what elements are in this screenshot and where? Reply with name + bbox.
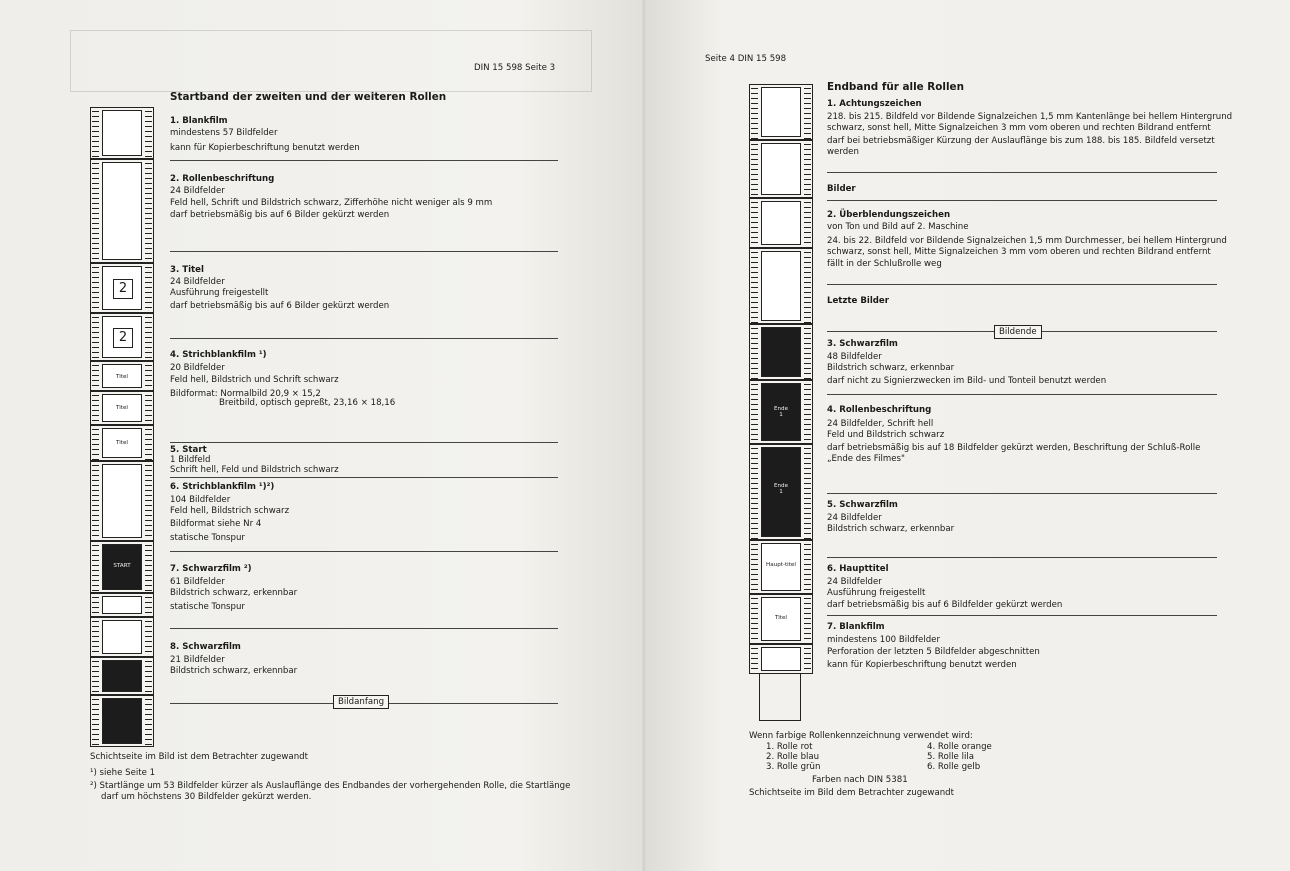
left-footnote-2: ¹) siehe Seite 1 [90, 768, 156, 778]
frame-roll-number: 2 [90, 263, 154, 313]
frame-end-label: Ende 1 [749, 444, 813, 540]
left-footnote-4: darf um höchstens 30 Bildfelder gekürzt werden. [101, 792, 312, 802]
frame-black [749, 324, 813, 380]
film-strip-start [90, 107, 154, 747]
bleed-through-text [70, 30, 592, 92]
bildende-marker: Bildende [994, 325, 1042, 339]
left-footnote-1: Schichtseite im Bild ist dem Betrachter zugewandt [90, 752, 308, 762]
frame-title: Titel [90, 361, 154, 391]
frame-title: Titel [90, 391, 154, 425]
frame-signal [749, 140, 813, 198]
film-strip-end [749, 84, 813, 724]
frame-line-blank [90, 593, 154, 617]
frame-blank [90, 159, 154, 263]
frame-black [90, 657, 154, 695]
frame-line-blank [90, 617, 154, 657]
frame-crossfade [749, 248, 813, 324]
frame-main-title: Haupt-titel [749, 540, 813, 594]
frame-blank [90, 107, 154, 159]
frame-black [90, 695, 154, 747]
frame-picture [749, 198, 813, 248]
left-page-header: DIN 15 598 Seite 3 [474, 63, 556, 73]
frame-end-label: Ende 1 [749, 380, 813, 444]
bildanfang-marker: Bildanfang [333, 695, 389, 709]
frame-blank [749, 644, 813, 674]
right-page-title: Endband für alle Rollen [827, 81, 965, 93]
frame-title: Titel [90, 425, 154, 461]
frame-roll-number: 2 [90, 313, 154, 361]
left-page-title: Startband der zweiten und der weiteren Rollen [170, 91, 447, 103]
frame-start: START [90, 541, 154, 593]
left-page: DIN 15 598 Seite 3 Startband der zweiten und der weiteren Rollen 2 2 Titel Titel Titel START 1. Blankfilm mindestens 57 Bildfelder kann für Kopierbeschriftung benutzt werden 2. Rollenbeschriftung 24 Bildfelder Feld hell, Schrift und Bildstrich schwarz, Zifferhöhe nicht weniger als 9 mm darf betriebsmäßig bis auf 6 Bilder gekürzt werden 3. Titel 24 Bildfelder Ausführung freigestellt darf betriebsmäßig bis auf 6 Bilder gekürzt werden 4. Strichblankfilm ¹) 20 Bildfelder Feld hell, Bildstrich und Schrift schwarz Bildformat: Normalbild 20,9 × 15,2 Breitbild, optisch gepreßt, 23,16 × 18,16 5. Start 1 Bildfeld Schrift hell, Feld und Bildstrich schwarz 6. Strichblankfilm ¹)²) 104 Bildfelder Feld hell, Bildstrich schwarz Bildformat siehe Nr 4 statische Tonspur 7. Schwarzfilm ²) 61 Bildfelder Bildstrich schwarz, erkennbar statische Tonspur 8. Schwarzfilm 21 Bildfelder Bildstrich schwarz, erkennbar Bildanfang Schichtseite im Bild ist dem Betrachter zugewandt ¹) siehe Seite 1 ²) Startlänge um 53 Bildfelder kürzer als Auslauflänge des Endbandes der vorhergehenden Rolle, die Startlänge darf um höchstens 30 Bildfelder gekürzt werden. [0, 0, 645, 871]
frame-line-blank [90, 461, 154, 541]
left-footnote-3: ²) Startlänge um 53 Bildfelder kürzer als Auslauflänge des Endbandes der vorhergehenden Rolle, die Startlänge [90, 781, 571, 791]
frame-signal [749, 84, 813, 140]
right-page-header: Seite 4 DIN 15 598 [705, 54, 787, 64]
right-page: Seite 4 DIN 15 598 Endband für alle Rollen Ende 1 Ende 1 Haupt-titel Titel 1. Achtungszeichen 218. bis 215. Bildfeld vor Bildende Signalzeichen 1,5 mm Kantenlänge bei hellem Hintergrund schwarz, sonst hell, Mitte Signalzeichen 3 mm vom oberen und rechten Bildrand entfernt darf bei betriebsmäßiger Kürzung der Auslauflänge bis zum 188. bis 185. Bildfeld versetzt werden Bilder 2. Überblendungszeichen von Ton und Bild auf 2. Maschine 24. bis 22. Bildfeld vor Bildende Signalzeichen 1,5 mm Durchmesser, bei hellem Hintergrund schwarz, sonst hell, Mitte Signalzeichen 3 mm vom oberen und rechten Bildrand entfernt fällt in der Schlußrolle weg Letzte Bilder Bildende 3. Schwarzfilm 48 Bildfelder Bildstrich schwarz, erkennbar darf nicht zu Signierzwecken im Bild- und Tonteil benutzt werden 4. Rollenbeschriftung 24 Bildfelder, Schrift hell Feld und Bildstrich schwarz darf betriebsmäßig bis auf 18 Bildfelder gekürzt werden, Beschriftung der Schluß-Rolle „Ende des Filmes" 5. Schwarzfilm 24 Bildfelder Bildstrich schwarz, erkennbar 6. Haupttitel 24 Bildfelder Ausführung freigestellt darf betriebsmäßig bis auf 6 Bildfelder gekürzt werden 7. Blankfilm mindestens 100 Bildfelder Perforation der letzten 5 Bildfelder abgeschnitten kann für Kopierbeschriftung benutzt werden Wenn farbige Rollenkennzeichnung verwendet wird: 1. Rolle rot 2. Rolle blau 3. Rolle grün 4. Rolle orange 5. Rolle lila 6. Rolle gelb Farben nach DIN 5381 Schichtseite im Bild dem Betrachter zugewandt [645, 0, 1290, 871]
frame-title: Titel [749, 594, 813, 644]
frame-cut [759, 674, 801, 721]
